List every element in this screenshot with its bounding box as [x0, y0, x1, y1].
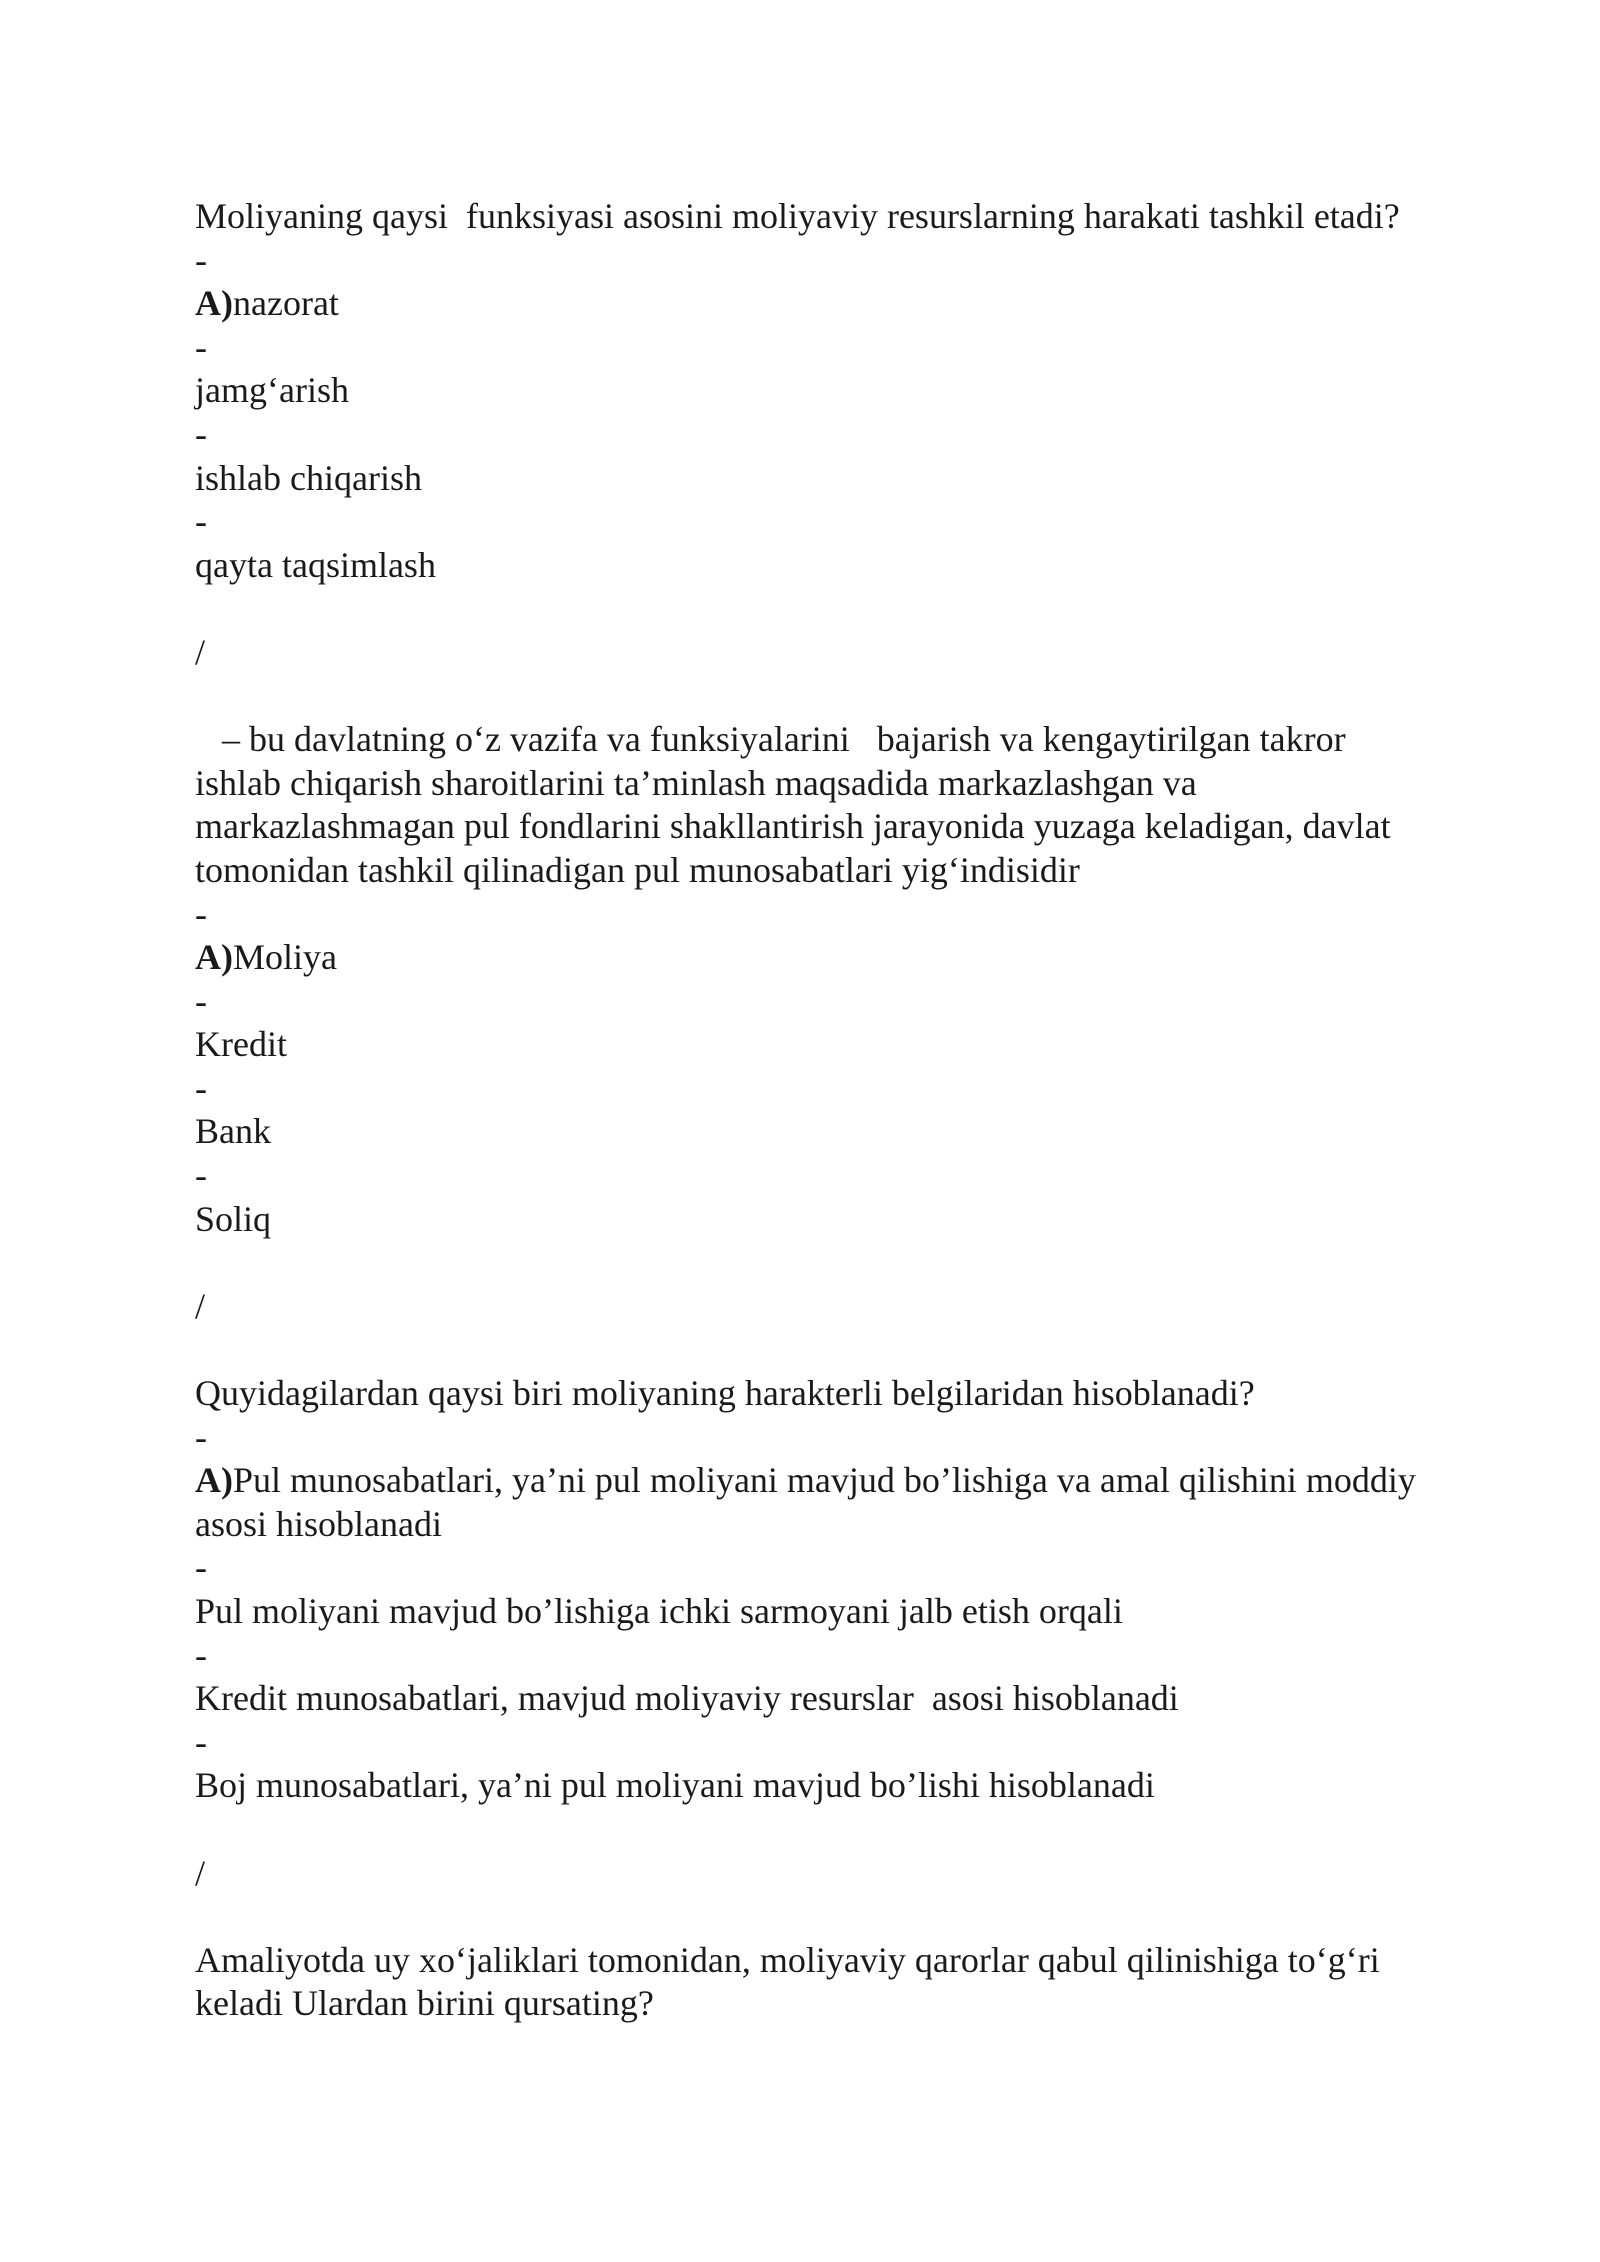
option-text: Moliya [233, 937, 337, 978]
blank-line [195, 1241, 1435, 1285]
blank-line [195, 587, 1435, 631]
option-separator: - [195, 326, 207, 367]
option-separator: - [195, 980, 207, 1021]
option-item: Bank [195, 1111, 271, 1152]
blank-line [195, 675, 1435, 719]
option-item: Boj munosabatlari, ya’ni pul moliyani mavjud bo’lishi hisoblanadi [195, 1765, 1155, 1806]
question-text: Quyidagilardan qaysi biri moliyaning harakterli belgilaridan hisoblanadi? [195, 1373, 1255, 1414]
option-separator: - [195, 1416, 207, 1457]
option-item [195, 1459, 1435, 1546]
option-separator: - [195, 1067, 207, 1108]
option-separator: - [195, 1155, 207, 1196]
question-block-4 [195, 1939, 1435, 2026]
option-item: jamg‘arish [195, 370, 349, 411]
option-text: nazorat [233, 283, 339, 324]
correct-answer-marker: A) [195, 937, 233, 978]
option-separator: - [195, 893, 207, 934]
option-item: Pul moliyani mavjud bo’lishiga ichki sarmoyani jalb etish orqali [195, 1591, 1123, 1631]
option-separator: - [195, 1721, 207, 1762]
option-separator: - [195, 501, 207, 542]
blank-line [195, 1895, 1435, 1939]
option-separator: - [195, 239, 207, 280]
option-separator: - [195, 1634, 207, 1675]
document-page [195, 195, 1435, 2026]
option-item: qayta taqsimlash [195, 544, 436, 585]
question-block-1 [195, 195, 1435, 587]
option-separator: - [195, 1547, 207, 1588]
correct-answer-marker: A) [195, 283, 233, 324]
blank-line [195, 1808, 1435, 1852]
question-separator: / [195, 631, 206, 672]
correct-answer-marker: A) [195, 1460, 233, 1501]
blank-line [195, 1328, 1435, 1372]
question-separator: / [195, 1852, 206, 1893]
option-separator: - [195, 413, 207, 454]
question-text: – bu davlatning o‘z vazifa va funksiyalarini bajarish va kengaytirilgan takror ishlab chiqarish sharoitlarini ta’minlash maqsadida markazlashgan va markazlashmagan pul fondlarini shakllantirish jarayonida yuzaga keladigan, davlat tomonidan tashkil qilinadigan pul munosabatlari yig‘indisidir [195, 719, 1400, 890]
option-item: Kredit [195, 1024, 287, 1065]
question-text: Amaliyotda uy xo‘jaliklari tomonidan, moliyaviy qarorlar qabul qilinishiga to‘g‘ri keladi Ulardan birini qursating? [195, 1939, 1389, 2024]
option-item: Soliq [195, 1198, 272, 1239]
question-separator: / [195, 1285, 206, 1326]
option-text: Pul munosabatlari, ya’ni pul moliyani mavjud bo’lishiga va amal qilishini moddiy asosi hisoblanadi [195, 1460, 1425, 1544]
question-block-3 [195, 1372, 1435, 1808]
option-item [195, 936, 1435, 980]
question-block-2 [195, 718, 1435, 1241]
option-item [195, 282, 1435, 326]
option-item: ishlab chiqarish [195, 457, 422, 498]
option-item: Kredit munosabatlari, mavjud moliyaviy resurslar asosi hisoblanadi [195, 1678, 1179, 1719]
question-text: Moliyaning qaysi funksiyasi asosini moliyaviy resurslarning harakati tashkil etadi? [195, 196, 1400, 236]
